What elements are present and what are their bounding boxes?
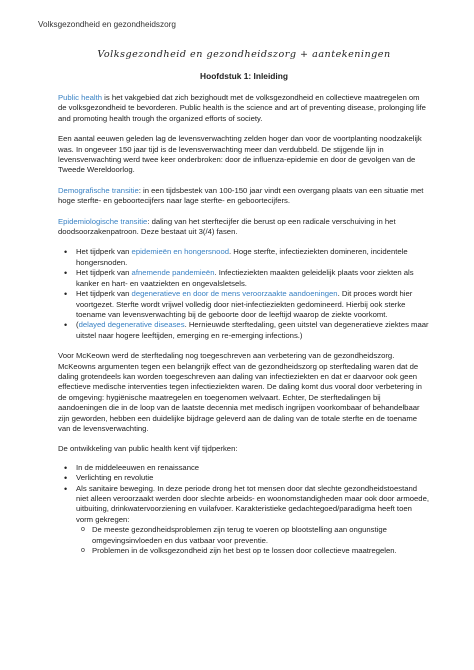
sublist-item: o Problemen in de volksgezondheid zijn het best op te lossen door collectieve maatregelen.: [92, 546, 430, 556]
sublist-item: o De meeste gezondheidsproblemen zijn terug te voeren op blootstelling aan ongunstige omgevingsinvloeden en dus vatbaar voor preventie.: [92, 525, 430, 546]
list-item: [76, 247, 430, 268]
term-phase: afnemende pandemieën: [131, 268, 215, 278]
eras-list: [58, 463, 430, 557]
item-text: . Hoge sterfte, infectieziekten domineren, incidentele hongersnoden.: [76, 247, 408, 267]
term-phase: degeneratieve en door de mens veroorzaakte aandoeningen: [131, 289, 338, 299]
item-text: Het tijdperk van: [76, 268, 132, 278]
item-text: Als sanitaire beweging. In deze periode drong het tot mensen door dat slechte gezondheidstoestand niet alleen veroorzaakt werden door slechte arbeids- en woonomstandigheden maar ook door armoede, uitbuiting, drinkwatervoorziening en vuilafvoer. Karakteristieke gedachtegoed/paradigma heeft toen vorm gekregen:: [76, 483, 429, 524]
document-title: Volksgezondheid en gezondheidszorg + aantekeningen: [97, 49, 391, 60]
item-text: (: [76, 320, 79, 330]
paragraph-text: : daling van het sterftecijfer die berust op een radicale verschuiving in het doodsoorzakenpatroon. Deze bestaat uit 3(/4) fasen.: [58, 216, 396, 237]
running-header: Volksgezondheid en gezondheidszorg: [38, 20, 176, 29]
list-item: [76, 289, 430, 320]
chapter-heading: Hoofdstuk 1: Inleiding: [200, 71, 288, 81]
list-item: [76, 484, 430, 557]
paragraph-text: is het vakgebied dat zich bezighoudt met de volksgezondheid en collectieve maatregelen om de volksgezondheid te bevorderen. Public health is the science and art of preventing disease, prolonging life and promoting health trough the organized efforts of society.: [58, 93, 426, 123]
list-item: • In de middeleeuwen en renaissance: [76, 463, 430, 473]
item-text: . Hernieuwde sterftedaling, geen uitstel van degeneratieve ziektes maar uitstel naar hogere leeftijden, emerging en re-emerging infections.): [76, 320, 429, 340]
list-item: [76, 268, 430, 289]
term-phase: delayed degenerative diseases: [78, 320, 185, 330]
term-phase: epidemieën en hongersnood: [131, 247, 229, 257]
term-demographic-transition: Demografische transitie: [58, 185, 139, 195]
paragraph-life-expectancy: Een aantal eeuwen geleden lag de levensverwachting zelden hoger dan voor de voortplanting noodzakelijk was. In ongeveer 150 jaar tijd is de levensverwachting meer dan verdubbeld. De stijgende lijn in levensverwachting werd twee keer onderbroken: door de influenza-epidemie en door de gevolgen van de Tweede Wereldoorlog.: [58, 134, 422, 175]
paragraph-public-health: [58, 93, 430, 124]
item-text: . Infectieziekten maakten geleidelijk plaats voor ziekten als kanker en hart- en vaatziekten en ongevalsletsels.: [76, 268, 414, 288]
paradigm-sublist: [76, 525, 430, 556]
list-item: • Verlichting en revolutie: [76, 473, 430, 483]
paragraph-mckeown: Voor McKeown werd de sterftedaling nog toegeschreven aan verbetering van de gezondheidszorg. McKeowns argumenten tegen een belangrijk effect van de gezondheidszorg op sterftedaling waren dat de daling grotendeels kan worden toegeschreven aan daling van infectieziekten en dat er daarvoor ook geen effectieve medische interventies tegen infectieziekten waren. De daling komt dus vooral door verbetering in de omgeving: hygiënische maatregelen en toegenomen welvaart. Echter, De sterftedalingen bij aandoeningen die in de loop van de laatste decennia met medisch ingrijpen voorkombaar of behandelbaar zijn geworden, hebben een duidelijke bijdrage geleverd aan de daling van de totale sterfte en de toename van de levensverwachting.: [58, 351, 422, 433]
item-text: . Dit proces wordt hier voortgezet. Sterfte wordt vrijwel volledig door niet-infectieziekten gedomineerd. Hierbij ook sterke toename van levensverwachting bij de geboorte door de leeftijd waarop de ziekte voorkomt.: [76, 289, 413, 319]
term-epidemiological-transition: Epidemiologische transitie: [58, 216, 148, 226]
list-item: [76, 320, 430, 341]
paragraph-text: : in een tijdsbestek van 100-150 jaar vindt een overgang plaats van een situatie met hoge sterfte- en geboortecijfers naar lage sterfte- en geboortecijfers.: [58, 185, 424, 206]
paragraph-eras-intro: De ontwikkeling van public health kent vijf tijdperken:: [58, 444, 238, 454]
item-text: Het tijdperk van: [76, 247, 132, 257]
item-text: Het tijdperk van: [76, 289, 132, 299]
paragraph-demographic-transition: [58, 186, 430, 207]
paragraph-epidemiological-transition: [58, 217, 430, 238]
term-public-health: Public health: [58, 93, 103, 102]
phases-list: [58, 247, 430, 341]
